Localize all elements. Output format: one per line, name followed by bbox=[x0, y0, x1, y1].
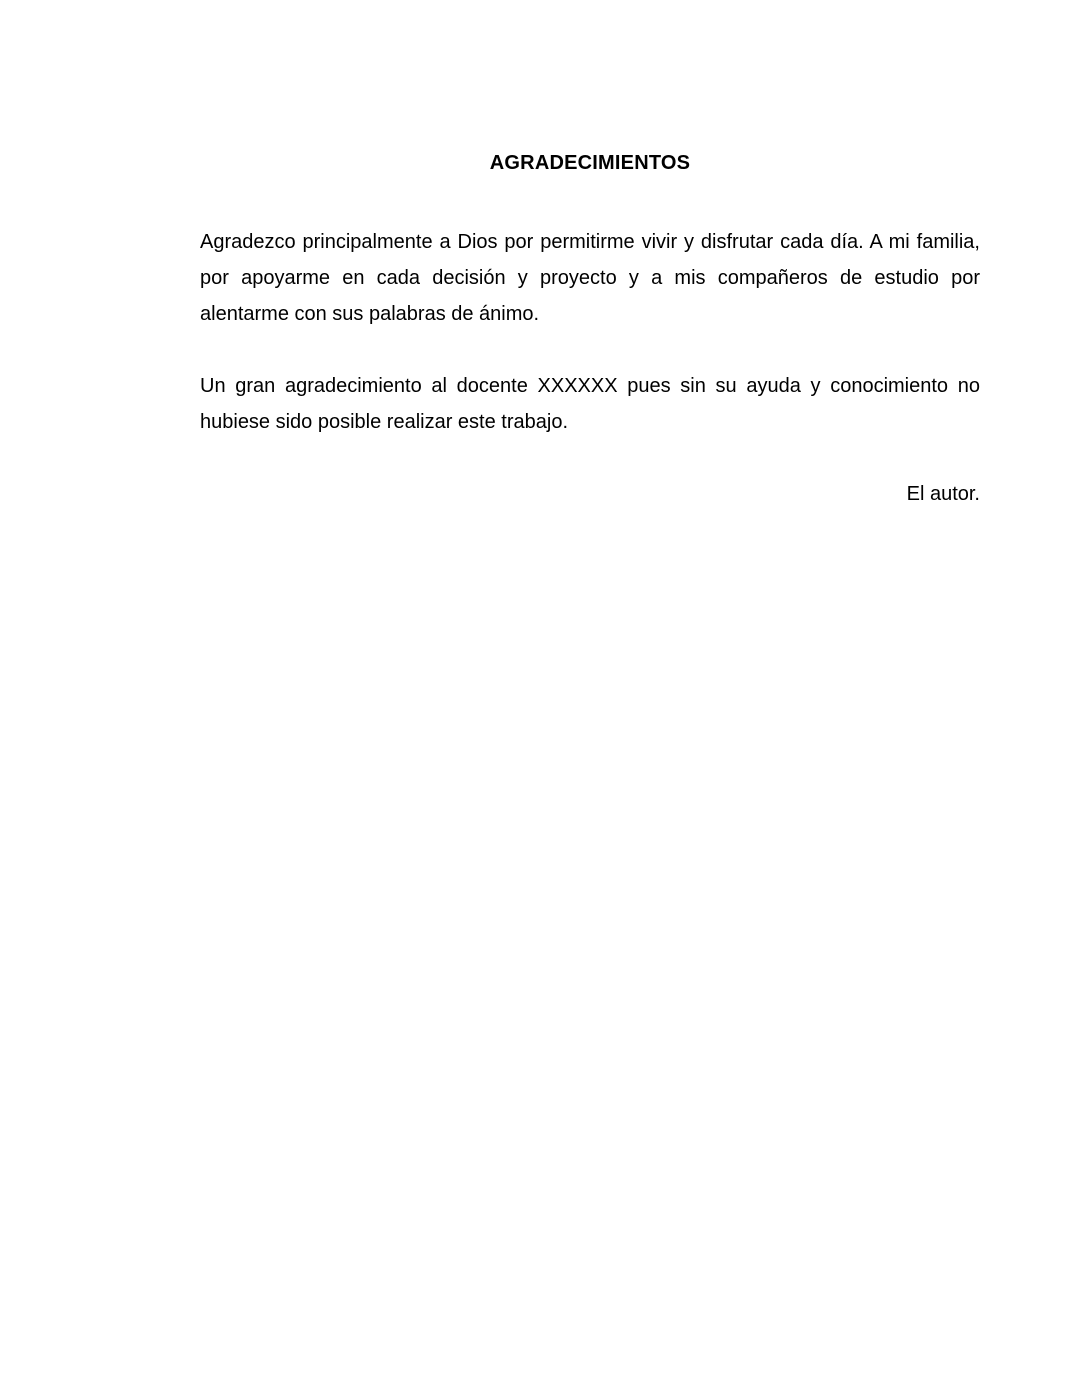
author-signature: El autor. bbox=[906, 483, 980, 505]
page-title: AGRADECIMIENTOS bbox=[489, 152, 691, 174]
page-content bbox=[200, 150, 980, 512]
paragraph-acknowledgement-2: Un gran agradecimiento al docente XXXXXX pues sin su ayuda y conocimiento no hubiese sido posible realizar este trabajo. bbox=[200, 375, 980, 433]
paragraph-acknowledgement-1: Agradezco principalmente a Dios por permitirme vivir y disfrutar cada día. A mi familia, por apoyarme en cada decisión y proyecto y a mis compañeros de estudio por alentarme con sus palabras de ánimo. bbox=[200, 231, 980, 325]
